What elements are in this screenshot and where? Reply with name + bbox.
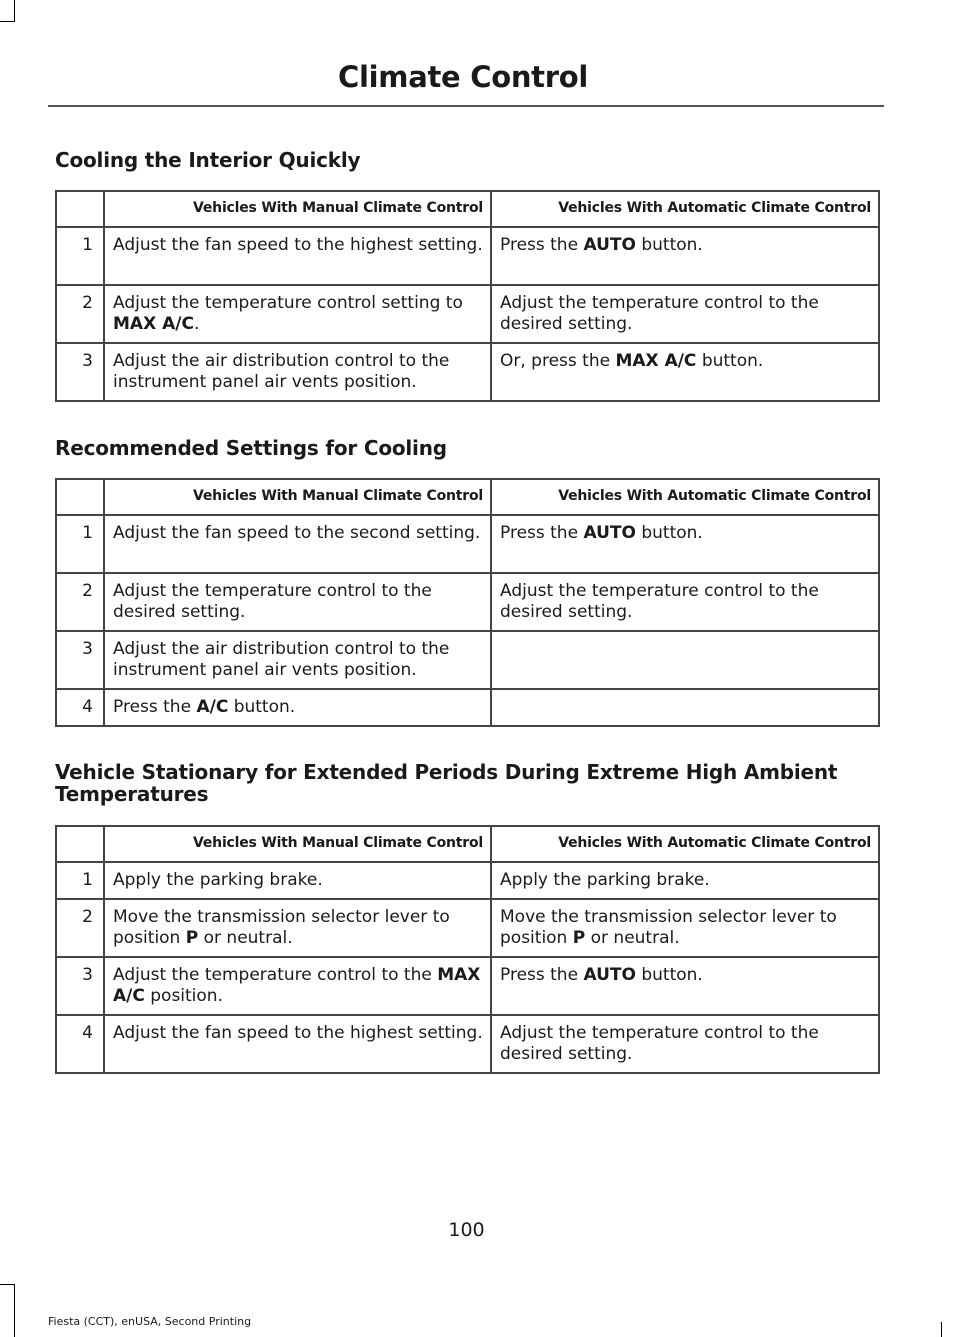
automatic-instruction: [491, 957, 879, 1015]
manual-instruction: [104, 1015, 491, 1073]
emphasized-control-name: MAX A/C: [615, 351, 697, 371]
crop-mark: [0, 21, 15, 22]
table-row: [56, 631, 879, 689]
column-header-step: [56, 826, 104, 862]
instruction-text: Press the: [500, 523, 584, 543]
instruction-text: Adjust the air distribution control to the instrument panel air vents position.: [113, 351, 450, 392]
table-header-row: [56, 191, 879, 227]
section-title-cooling-quickly: Cooling the Interior Quickly: [55, 148, 361, 172]
step-number: 1: [56, 515, 104, 573]
automatic-instruction: [491, 285, 879, 343]
instruction-text: Adjust the fan speed to the highest setting.: [113, 1023, 483, 1043]
instruction-text: Move the transmission selector lever to position: [500, 907, 837, 948]
column-header-automatic: Vehicles With Automatic Climate Control: [491, 479, 879, 515]
table-row: [56, 573, 879, 631]
instruction-text: Or, press the: [500, 351, 616, 371]
automatic-instruction: [491, 689, 879, 726]
emphasized-control-name: A/C: [196, 697, 229, 717]
emphasized-control-name: AUTO: [583, 523, 636, 543]
instruction-text: button.: [696, 351, 764, 371]
instruction-text: Adjust the temperature control setting to: [113, 293, 463, 313]
column-header-step: [56, 479, 104, 515]
cooling-quickly-table: [55, 190, 880, 402]
manual-instruction: [104, 285, 491, 343]
emphasized-control-name: MAX A/C: [113, 965, 481, 1006]
automatic-instruction: [491, 343, 879, 401]
crop-mark: [941, 1322, 942, 1337]
manual-instruction: [104, 957, 491, 1015]
table-row: [56, 343, 879, 401]
column-header-automatic: Vehicles With Automatic Climate Control: [491, 191, 879, 227]
instruction-text: button.: [635, 523, 703, 543]
emphasized-control-name: AUTO: [583, 965, 636, 985]
instruction-text: Adjust the temperature control to the desired setting.: [500, 293, 819, 334]
page-title: Climate Control: [338, 60, 588, 94]
crop-mark: [14, 1284, 15, 1337]
instruction-text: .: [193, 314, 200, 334]
manual-instruction: [104, 862, 491, 899]
emphasized-control-name: AUTO: [583, 235, 636, 255]
step-number: 2: [56, 899, 104, 957]
instruction-text: Adjust the temperature control to the desired setting.: [113, 581, 432, 622]
step-number: 1: [56, 227, 104, 285]
instruction-text: Adjust the temperature control to the desired setting.: [500, 581, 819, 622]
table-row: [56, 957, 879, 1015]
automatic-instruction: [491, 1015, 879, 1073]
column-header-automatic: Vehicles With Automatic Climate Control: [491, 826, 879, 862]
manual-instruction: [104, 899, 491, 957]
table-header-row: [56, 479, 879, 515]
manual-instruction: [104, 573, 491, 631]
step-number: 4: [56, 689, 104, 726]
step-number: 4: [56, 1015, 104, 1073]
column-header-manual: Vehicles With Manual Climate Control: [104, 826, 491, 862]
instruction-text: Adjust the temperature control to the: [113, 965, 438, 985]
automatic-instruction: [491, 515, 879, 573]
step-number: 3: [56, 343, 104, 401]
step-number: 2: [56, 285, 104, 343]
column-header-step: [56, 191, 104, 227]
column-header-manual: Vehicles With Manual Climate Control: [104, 479, 491, 515]
emphasized-control-name: P: [185, 928, 199, 948]
instruction-text: Press the: [500, 965, 584, 985]
footer-edition: Fiesta (CCT), enUSA, Second Printing: [48, 1315, 252, 1328]
instruction-text: Adjust the fan speed to the highest setting.: [113, 235, 483, 255]
manual-instruction: [104, 227, 491, 285]
automatic-instruction: [491, 631, 879, 689]
step-number: 2: [56, 573, 104, 631]
instruction-text: Adjust the fan speed to the second setting.: [113, 523, 481, 543]
step-number: 3: [56, 957, 104, 1015]
table-row: [56, 1015, 879, 1073]
instruction-text: position.: [144, 986, 223, 1006]
automatic-instruction: [491, 573, 879, 631]
instruction-text: Move the transmission selector lever to position: [113, 907, 450, 948]
manual-instruction: [104, 631, 491, 689]
instruction-text: Press the: [500, 235, 584, 255]
page-number: 100: [448, 1219, 485, 1241]
table-row: [56, 899, 879, 957]
instruction-text: or neutral.: [198, 928, 293, 948]
table-row: [56, 689, 879, 726]
instruction-text: Adjust the temperature control to the desired setting.: [500, 1023, 819, 1064]
manual-instruction: [104, 343, 491, 401]
automatic-instruction: [491, 899, 879, 957]
section-title-recommended-cooling: Recommended Settings for Cooling: [55, 436, 447, 460]
instruction-text: button.: [635, 235, 703, 255]
instruction-text: Apply the parking brake.: [500, 870, 710, 890]
automatic-instruction: [491, 862, 879, 899]
manual-instruction: [104, 515, 491, 573]
instruction-text: or neutral.: [585, 928, 680, 948]
table-row: [56, 285, 879, 343]
header-divider: [48, 105, 884, 107]
crop-mark: [14, 0, 15, 22]
table-row: [56, 515, 879, 573]
instruction-text: Press the: [113, 697, 197, 717]
instruction-text: button.: [635, 965, 703, 985]
section-title-stationary-high-temps: Vehicle Stationary for Extended Periods During Extreme High Ambient Temperatures: [55, 760, 838, 806]
emphasized-control-name: P: [572, 928, 586, 948]
table-header-row: [56, 826, 879, 862]
stationary-high-temps-table: [55, 825, 880, 1074]
instruction-text: Adjust the air distribution control to the instrument panel air vents position.: [113, 639, 450, 680]
automatic-instruction: [491, 227, 879, 285]
step-number: 1: [56, 862, 104, 899]
table-row: [56, 862, 879, 899]
table-row: [56, 227, 879, 285]
step-number: 3: [56, 631, 104, 689]
instruction-text: button.: [228, 697, 296, 717]
column-header-manual: Vehicles With Manual Climate Control: [104, 191, 491, 227]
emphasized-control-name: MAX A/C: [113, 314, 194, 334]
crop-mark: [0, 1284, 15, 1285]
instruction-text: Apply the parking brake.: [113, 870, 323, 890]
manual-instruction: [104, 689, 491, 726]
recommended-cooling-table: [55, 478, 880, 727]
